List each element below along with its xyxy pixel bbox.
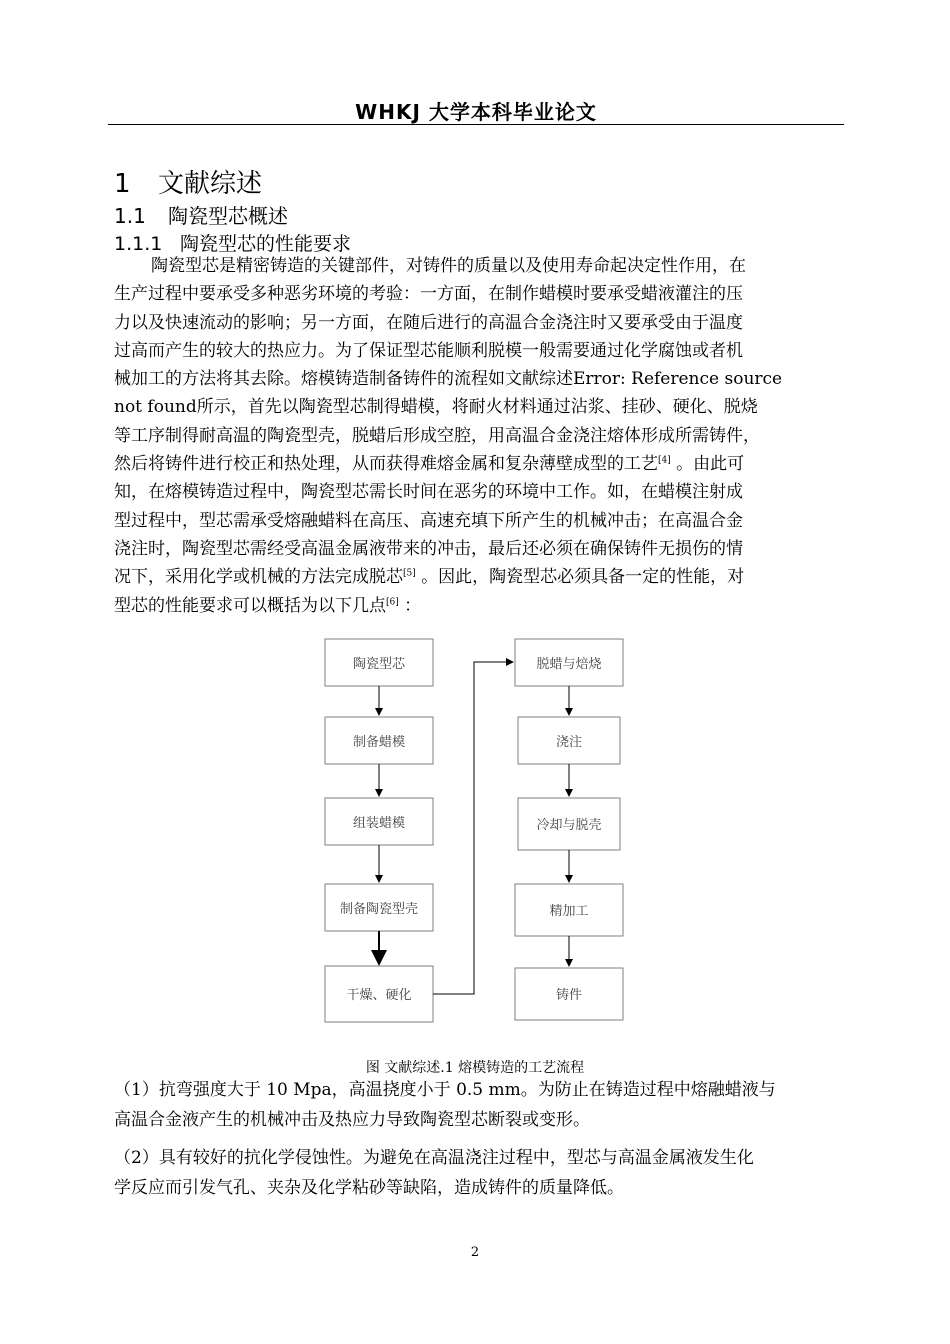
section-title: 文献综述 [158,169,263,199]
requirement-item [114,1143,836,1203]
svg-text:浇注: 浇注 [555,735,583,750]
paragraph-line: 械加工的方法将其去除。熔模铸造制备铸件的流程如文献综述Error: Reference source [114,369,783,390]
paragraph-line: 力以及快速流动的影响；另一方面，在随后进行的高温合金浇注时又要承受由于温度 [114,312,743,333]
paragraph-line: 知，在熔模铸造过程中，陶瓷型芯需长时间在恶劣的环境中工作。如，在蜡模注射成 [114,482,743,503]
flow-step-make-wax-pattern [325,717,433,764]
header-rule [108,124,844,125]
paragraph-text: 况下，采用化学或机械的方法完成脱芯 [114,567,403,588]
paragraph-line: 过高而产生的较大的热应力。为了保证型芯能顺利脱模一般需要通过化学腐蚀或者机 [114,340,743,361]
flow-step-dry-harden [325,966,433,1022]
svg-text:制备陶瓷型壳: 制备陶瓷型壳 [339,902,419,917]
svg-text:干燥、硬化: 干燥、硬化 [346,988,412,1003]
subsubsection-title: 陶瓷型芯的性能要求 [180,233,352,255]
svg-text:制备蜡模: 制备蜡模 [352,735,406,750]
flow-step-casting [515,968,623,1020]
process-flowchart [322,632,632,1027]
paragraph-text: 。因此，陶瓷型芯必须具备一定的性能，对 [415,567,745,588]
item-line: （1）抗弯强度大于 10 Mpa，高温挠度小于 0.5 mm。为防止在铸造过程中熔融蜡液与 [114,1080,776,1100]
svg-text:铸件: 铸件 [555,988,583,1003]
section-number: 1 [114,169,131,199]
body-paragraph [114,252,836,620]
svg-text:精加工: 精加工 [549,904,589,919]
paragraph-line [114,592,836,620]
requirement-item [114,1075,836,1135]
svg-text:陶瓷型芯: 陶瓷型芯 [352,657,406,672]
running-header: WHKJ 大学本科毕业论文 [355,100,597,124]
svg-text:组装蜡模: 组装蜡模 [352,816,406,831]
citation-ref: [4] [658,455,671,466]
paragraph-line: not found所示，首先以陶瓷型芯制得蜡模，将耐火材料通过沾浆、挂砂、硬化、脱烧 [114,397,758,418]
svg-text:脱蜡与焙烧: 脱蜡与焙烧 [536,657,602,672]
paragraph-line: 型过程中，型芯需承受熔融蜡料在高压、高速充填下所产生的机械冲击；在高温合金 [114,510,743,531]
paragraph-text: 。由此可 [670,454,745,475]
paragraph-line: 生产过程中要承受多种恶劣环境的考验：一方面，在制作蜡模时要承受蜡液灌注的压 [114,284,743,305]
item-line: （2）具有较好的抗化学侵蚀性。为避免在高温浇注过程中，型芯与高温金属液发生化 [114,1148,754,1168]
item-line: 学反应而引发气孔、夹杂及化学粘砂等缺陷，造成铸件的质量降低。 [114,1178,624,1198]
flow-step-finishing [515,884,623,936]
paragraph-line [114,450,836,478]
section-heading [114,163,262,200]
citation-ref: [5] [403,568,416,579]
flow-step-dewax-roast [515,639,623,686]
flow-step-cool-shakeout [518,798,620,850]
item-line: 高温合金液产生的机械冲击及热应力导致陶瓷型芯断裂或变形。 [114,1110,590,1130]
paragraph-text: 型芯的性能要求可以概括为以下几点 [114,595,386,616]
flow-step-make-ceramic-shell [325,884,433,931]
paragraph-text: 然后将铸件进行校正和热处理，从而获得难熔金属和复杂薄壁成型的工艺 [114,454,658,475]
page-number: 2 [470,1245,480,1260]
flow-step-assemble-wax-pattern [325,798,433,845]
paragraph-line: 陶瓷型芯是精密铸造的关键部件，对铸件的质量以及使用寿命起决定性作用，在 [151,256,746,276]
citation-ref: [6] [386,596,399,607]
flow-connector [433,662,513,994]
paragraph-line [114,563,836,591]
flow-step-wax-core [325,639,433,686]
subsubsection-number: 1.1.1 [114,233,163,255]
paragraph-text: ： [398,595,422,616]
subsection-number: 1.1 [114,204,146,228]
subsection-title: 陶瓷型芯概述 [168,204,288,228]
paragraph-line: 等工序制得耐高温的陶瓷型壳，脱蜡后形成空腔，用高温合金浇注熔体形成所需铸件， [114,425,760,446]
figure-caption: 图 文献综述.1 熔模铸造的工艺流程 [365,1060,585,1076]
subsection-heading [114,200,288,229]
svg-text:冷却与脱壳: 冷却与脱壳 [536,818,602,833]
paragraph-line: 浇注时，陶瓷型芯需经受高温金属液带来的冲击，最后还必须在确保铸件无损伤的情 [114,538,743,559]
flow-step-pour [518,717,620,764]
